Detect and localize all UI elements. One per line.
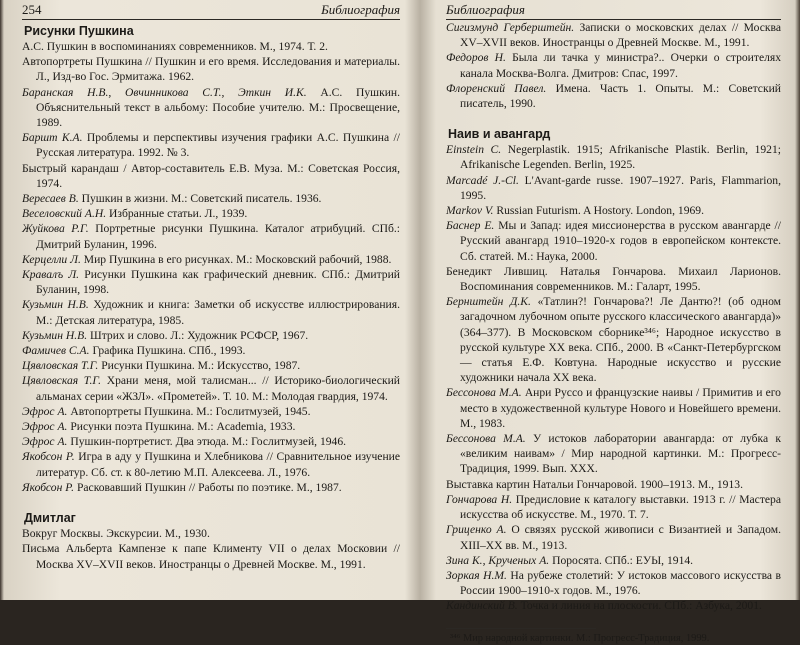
bibliography-entry	[446, 598, 781, 613]
bibliography-entry	[446, 477, 781, 492]
bibliography-entry	[446, 218, 781, 264]
bibliography-entry	[446, 522, 781, 552]
entry-text: Negerplastik. 1915; Afrikanische Plastik. Berlin, 1921; Afrikanische Legenden. Berlin, 1925.	[460, 143, 781, 172]
bibliography-entry	[446, 385, 781, 431]
entry-author: Сигизмунд Герберштейн.	[446, 21, 575, 34]
entry-text: L'Avant-garde russe. 1907–1927. Paris, Flammarion, 1995.	[460, 173, 782, 202]
bibliography-entry	[22, 404, 400, 419]
entry-author: Федоров Н.	[446, 51, 506, 65]
entry-text: Рисунки поэта Пушкина. М.: Academia, 1933.	[70, 420, 296, 434]
entry-author: Кузьмин Н.В.	[22, 298, 89, 312]
entry-text: Имена. Часть 1. Опыты. М.: Советский писатель, 1990.	[460, 81, 781, 111]
entry-author: Эфрос А.	[22, 404, 68, 418]
pushkin-bibliography-list	[22, 39, 400, 495]
entry-text: Выставка картин Натальи Гончаровой. 1900–1913. М., 1913.	[446, 477, 743, 491]
entry-author: Вересаев В.	[22, 192, 79, 206]
bibliography-entry	[22, 343, 400, 358]
entry-text: Записки о московских делах // Москва XV–XVII веков. Иностранцы о Древней Москве. М., 1991.	[460, 21, 781, 50]
bibliography-entry	[22, 85, 400, 131]
entry-author: Бессонова М.А.	[446, 386, 522, 400]
entry-text: Анри Руссо и французские наивы / Примитив и его место в художественной культуре Нового и Новейшего времени. М., 1983.	[460, 386, 781, 430]
entry-text: Портретные рисунки Пушкина. Каталог атрибуций. СПб.: Дмитрий Буланин, 1996.	[36, 222, 400, 251]
entry-author: Баснер Е.	[446, 219, 495, 233]
section-heading-avantgarde: Наив и авангард	[448, 127, 551, 142]
bibliography-entry	[22, 328, 400, 343]
entry-author: Бернштейн Д.К.	[446, 295, 531, 309]
entry-author: Einstein C.	[446, 143, 502, 157]
entry-author: Цявловская Т.Г.	[22, 374, 102, 388]
entry-text: Пушкин в жизни. М.: Советский писатель. 1936.	[81, 192, 322, 206]
section-heading-pushkin: Рисунки Пушкина	[24, 24, 134, 38]
entry-text: Мир Пушкина в его рисунках. М.: Московский рабочий, 1988.	[83, 252, 392, 266]
bibliography-entry	[22, 297, 400, 327]
entry-text: Письма Альберта Кампензе к папе Клименту VII о делах Московии // Москва XV–XVII веков. Иностранцы о Древней Москве. М., 1991.	[22, 542, 400, 571]
continued-bibliography-list	[446, 20, 781, 111]
entry-author: Баршт К.А.	[22, 131, 83, 145]
bibliography-entry	[22, 541, 400, 571]
bibliography-entry	[22, 191, 400, 206]
bibliography-entry	[22, 373, 400, 403]
entry-text: А.С. Пушкин в воспоминаниях современников. М., 1974. Т. 2.	[22, 40, 328, 53]
dmitlag-bibliography-list	[22, 526, 400, 572]
entry-text: Предисловие к каталогу выставки. 1913 г. // Мастера искусства об искусстве. М., 1970. Т. 7.	[460, 492, 781, 522]
entry-text: А.С. Пушкин. Объяснительный текст в альбому: Пособие учителю. М.: Просвещение, 1989.	[36, 85, 401, 130]
bibliography-entry	[22, 526, 400, 541]
entry-author: Зоркая Н.М.	[446, 568, 507, 582]
bibliography-entry	[22, 434, 400, 449]
bibliography-entry	[446, 50, 781, 80]
entry-text: На рубеже столетий: У истоков массового искусства в России 1900–1910-х годов. М., 1976.	[460, 568, 781, 598]
entry-author: Цявловская Т.Г.	[22, 359, 99, 373]
bibliography-entry	[22, 267, 400, 297]
bibliography-entry	[446, 492, 781, 522]
entry-text: Russian Futurism. A Hostory. London, 1969.	[496, 204, 704, 218]
entry-author: Гончарова Н.	[446, 492, 513, 506]
bibliography-entry	[22, 449, 400, 479]
entry-text: «Татлин?! Гончарова?! Ле Дантю?! (об одном загадочном лубочном опыте русского классического авангарда)» (364–377). В Московском сборнике³⁴⁶; Народное искусство в русской культуре ХХ века. СПб., 2000. В «Санкт-Петербургском — статья Е.Ф. Ковтуна. Народные искусство и русские художники начала ХХ века.	[460, 295, 781, 385]
entry-author: Бессонова М.А.	[446, 432, 526, 446]
entry-text: Штрих и слово. Л.: Художник РСФСР, 1967.	[90, 328, 309, 342]
entry-author: Веселовский А.Н.	[22, 207, 107, 221]
entry-author: Гриценко А.	[446, 523, 507, 537]
bibliography-entry	[22, 252, 400, 267]
entry-author: Кравалъ Л.	[22, 268, 80, 282]
entry-text: У истоков лаборатории авангарда: от лубка к «великим наивам» / Мир народной картинки. М.: Прогресс-Традиция, 1999. Вып. XXX.	[460, 432, 781, 476]
entry-author: Фамичев С.А.	[22, 344, 90, 358]
bibliography-entry	[446, 173, 781, 203]
section-gap	[22, 495, 400, 507]
bibliography-entry	[446, 264, 781, 294]
entry-text: Игра в аду у Пушкина и Хлебникова // Сравнительное изучение литератур. Сб. ст. к 80-летию М.П. Алексеева. Л., 1976.	[36, 450, 401, 479]
entry-text: Пушкин-портретист. Два этюда. М.: Гослитмузей, 1946.	[70, 435, 347, 449]
entry-text: О связях русской живописи с Византией и Западом. XIII–XX вв. М., 1913.	[460, 523, 781, 552]
entry-author: Баранская Н.В., Овчинникова С.Т., Эткин И.К.	[22, 85, 307, 99]
entry-text: Быстрый карандаш / Автор-составитель Е.В. Муза. М.: Советская Россия, 1974.	[22, 161, 400, 190]
entry-text: Поросята. СПб.: ЕУЫ, 1914.	[552, 553, 694, 567]
entry-author: Керцелли Л.	[22, 252, 81, 266]
entry-text: Рисунки Пушкина. М.: Искусство, 1987.	[101, 359, 301, 373]
entry-text: Расковавший Пушкин // Работы по поэтике. М., 1987.	[76, 480, 342, 494]
bibliography-entry	[22, 206, 400, 221]
entry-text: Проблемы и перспективы изучения графики А.С. Пушкина // Русская литература. 1992. № 3.	[36, 131, 400, 160]
entry-text: Вокруг Москвы. Экскурсии. М., 1930.	[22, 527, 210, 541]
bibliography-entry	[446, 294, 781, 385]
entry-author: Якобсон Р.	[22, 450, 75, 464]
entry-text: Избранные статьи. Л., 1939.	[109, 207, 248, 221]
avantgarde-bibliography-list	[446, 142, 781, 613]
bibliography-entry	[22, 161, 400, 191]
left-running-head	[22, 0, 400, 20]
bibliography-entry	[446, 203, 781, 218]
bibliography-entry	[22, 480, 400, 495]
entry-text: Графика Пушкина. СПб., 1993.	[92, 344, 246, 358]
section-heading-dmitlag: Дмитлаг	[24, 511, 76, 526]
right-running-head	[446, 0, 781, 20]
bibliography-entry	[446, 553, 781, 568]
entry-author: Кузьмин Н.В.	[22, 328, 88, 342]
entry-author: Marcadé J.-Cl.	[446, 173, 519, 187]
running-head-title: Библиография	[446, 2, 525, 17]
left-page	[22, 0, 400, 600]
bibliography-entry	[22, 221, 400, 251]
entry-author: Эфрос А.	[22, 420, 68, 434]
entry-text: Автопортреты Пушкина // Пушкин и его время. Исследования и материалы. Л., Изд-во Гос. Эрмитажа. 1962.	[22, 55, 400, 84]
bibliography-entry	[446, 568, 781, 598]
running-head-title: Библиография	[321, 2, 400, 17]
bibliography-entry	[446, 431, 781, 477]
bibliography-entry	[22, 39, 400, 54]
right-page	[446, 0, 782, 644]
bibliography-entry	[22, 358, 400, 373]
bibliography-entry	[22, 54, 400, 84]
footnote: ³⁴⁶ Мир народной картинки. М.: Прогресс-Традиция, 1999.	[450, 632, 710, 644]
bibliography-entry	[446, 20, 781, 50]
bibliography-entry	[22, 419, 400, 434]
entry-text: Бенедикт Лившиц. Наталья Гончарова. Михаил Ларионов. Воспоминания современников. М.: Галарт, 1995.	[446, 264, 781, 294]
entry-author: Кандинский В.	[446, 599, 518, 613]
bibliography-entry	[446, 142, 781, 172]
entry-author: Markov V.	[446, 204, 494, 218]
entry-text: Точка и линия на плоскости. СПб.: Азбука, 2001.	[520, 599, 762, 613]
entry-text: Была ли тачка у министра?.. Очерки о строителях канала Москва-Волга. Дмитров: Спас, 1997.	[460, 51, 782, 80]
entry-author: Зина К., Крученых А.	[446, 553, 550, 567]
entry-author: Эфрос А.	[22, 435, 68, 449]
section-gap	[446, 111, 781, 123]
entry-text: Автопортреты Пушкина. М.: Гослитмузей, 1945.	[70, 404, 311, 418]
entry-author: Якобсон Р.	[22, 480, 75, 494]
entry-text: Храни меня, мой талисман... // Историко-биологический альманах серии «ЖЗЛ». «Прометей». Т. 10. М.: Молодая гвардия, 1974.	[36, 374, 400, 403]
entry-author: Флоренский Павел.	[446, 81, 547, 95]
entry-text: Художник и книга: Заметки об искусстве иллюстрирования. М.: Детская литература, 1985.	[36, 298, 400, 327]
bibliography-entry	[446, 81, 781, 111]
bibliography-entry	[22, 130, 400, 160]
entry-text: Рисунки Пушкина как графический дневник. СПб.: Дмитрий Буланин, 1998.	[36, 268, 400, 297]
page-number: 254	[22, 2, 42, 17]
entry-text: Мы и Запад: идея миссионерства в русском авангарде // Русский авангард 1910–1920-х годов в европейском контексте. Сб. статей. М.: Наука, 2000.	[460, 219, 781, 263]
footnote-divider	[446, 628, 596, 629]
entry-author: Жуйкова Р.Г.	[22, 222, 89, 236]
